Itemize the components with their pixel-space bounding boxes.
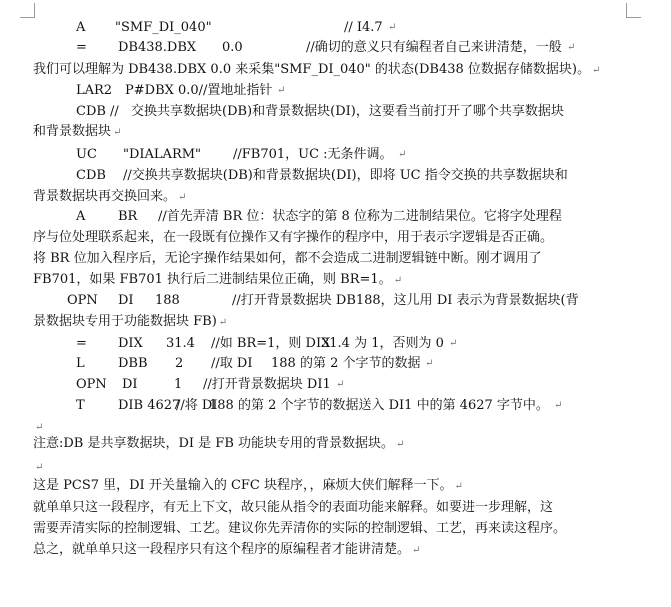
paragraph-mark: ↵ bbox=[398, 149, 407, 160]
text-segment: 0.0 bbox=[222, 40, 243, 55]
paragraph-mark: ↵ bbox=[388, 22, 397, 33]
text-line bbox=[33, 542, 420, 558]
text-segment: 188 bbox=[155, 293, 180, 308]
text-segment: A bbox=[76, 209, 86, 224]
paragraph-mark: ↵ bbox=[425, 358, 434, 369]
text-segment: //确切的意义只有编程者自己来讲清楚，一般 bbox=[306, 40, 562, 55]
text-segment: A bbox=[76, 20, 86, 35]
text-line bbox=[33, 436, 404, 452]
text-segment: 需要弄清实际的控制逻辑、工艺。建议你先弄清你的实际的控制逻辑、工艺，再来读这程序。 bbox=[33, 521, 567, 536]
text-segment: DIB 4627 bbox=[118, 398, 181, 413]
text-segment: OPN bbox=[67, 293, 98, 308]
text-segment: 序与位处理联系起来，在一段既有位操作又有字操作的程序中，用于表示字逻辑是否正确。 bbox=[33, 230, 554, 245]
paragraph-mark: ↵ bbox=[554, 400, 563, 411]
text-segment: DIX bbox=[118, 336, 143, 351]
text-line bbox=[33, 521, 566, 537]
text-line bbox=[33, 500, 553, 516]
text-segment: 我们可以理解为 DB438.DBX 0.0 来采集"SMF_DI_040" 的状态(DB438 位数据存储数据块)。 bbox=[33, 62, 590, 77]
text-segment: UC bbox=[76, 147, 97, 162]
text-segment: CDB bbox=[76, 168, 106, 183]
paragraph-mark: ↵ bbox=[218, 317, 228, 328]
text-segment: 31.4 bbox=[166, 336, 195, 351]
text-line bbox=[33, 62, 600, 78]
text-line bbox=[33, 459, 43, 475]
text-segment: 和背景数据块 bbox=[33, 124, 112, 139]
text-segment: LAR2 bbox=[76, 83, 113, 98]
text-segment: 188 的第 2 个字节的数据 bbox=[271, 356, 421, 371]
paragraph-mark: ↵ bbox=[567, 42, 576, 53]
text-segment: 注意:DB 是共享数据块，DI 是 FB 功能块专用的背景数据块。 bbox=[33, 436, 395, 451]
text-segment: 就单单只这一段程序，有无上下文，故只能从指令的表面功能来解释。如要进一步理解，这 bbox=[33, 500, 554, 515]
text-segment: 交换共享数据块(DB)和背景数据块(DI)，这要看当前打开了哪个共享数据块 bbox=[131, 104, 564, 119]
text-segment: //打开背景数据块 DB188，这儿用 DI 表示为背景数据块(背 bbox=[232, 293, 579, 308]
text-segment: BR bbox=[118, 209, 138, 224]
text-line bbox=[33, 124, 121, 140]
text-line bbox=[33, 189, 186, 205]
page-corner-mark-right bbox=[626, 3, 641, 18]
text-line bbox=[33, 314, 227, 330]
paragraph-mark: ↵ bbox=[35, 422, 44, 433]
text-line bbox=[33, 230, 553, 246]
text-segment: DI bbox=[122, 377, 138, 392]
text-segment: //FB701，UC :无条件调。 bbox=[233, 147, 393, 162]
text-segment: //首先弄清 BR 位：状态字的第 8 位称为二进制结果位。它将字处理程 bbox=[158, 209, 562, 224]
text-line bbox=[33, 272, 402, 288]
text-segment: 2 bbox=[175, 356, 184, 371]
text-segment: //交换共享数据块(DB)和背景数据块(DI)，即将 UC 指令交换的共享数据块和 bbox=[123, 168, 568, 183]
text-segment: DBB bbox=[118, 356, 148, 371]
text-segment: DI bbox=[118, 293, 134, 308]
paragraph-mark: ↵ bbox=[412, 545, 421, 556]
text-segment: = bbox=[76, 40, 87, 55]
text-segment: 188 的第 2 个字节的数据送入 DI1 中的第 4627 字节中。 bbox=[209, 398, 549, 413]
text-segment: OPN bbox=[76, 377, 107, 392]
text-segment: CDB // bbox=[76, 104, 119, 119]
text-segment: //将 DI bbox=[176, 398, 218, 413]
text-segment: 总之，就单单只这一段程序只有这个程序的原编程者才能讲清楚。 bbox=[33, 542, 411, 557]
text-segment: 将 BR 位加入程序后，无论字操作结果如何，都不会造成二进制逻辑链中断。刚才调用了 bbox=[33, 251, 542, 266]
text-segment: "SMF_DI_040" bbox=[115, 20, 212, 35]
paragraph-mark: ↵ bbox=[396, 439, 405, 450]
text-segment: FB701，如果 FB701 执行后二进制结果位正确，则 BR=1。 bbox=[33, 272, 392, 287]
text-segment: = bbox=[76, 336, 87, 351]
text-segment: L bbox=[76, 356, 85, 371]
text-segment: 31.4 为 1，否则为 0 bbox=[321, 336, 444, 351]
text-segment: P#DBX 0.0//置地址指针 bbox=[125, 83, 273, 98]
paragraph-mark: ↵ bbox=[336, 379, 345, 390]
paragraph-mark: ↵ bbox=[454, 481, 463, 492]
text-line bbox=[33, 251, 542, 267]
text-line bbox=[33, 478, 463, 494]
paragraph-mark: ↵ bbox=[113, 127, 122, 138]
paragraph-mark: ↵ bbox=[178, 192, 187, 203]
paragraph-mark: ↵ bbox=[592, 65, 601, 76]
text-segment: //打开背景数据块 DI1 bbox=[203, 377, 331, 392]
text-segment: 1 bbox=[174, 377, 183, 392]
text-segment: DB438.DBX bbox=[118, 40, 197, 55]
text-segment: T bbox=[76, 398, 85, 413]
text-segment: //取 DI bbox=[211, 356, 253, 371]
paragraph-mark: ↵ bbox=[277, 85, 286, 96]
text-segment: 景数据块专用于功能数据块 FB) bbox=[33, 314, 217, 329]
text-segment: "DIALARM" bbox=[123, 147, 202, 162]
paragraph-mark: ↵ bbox=[35, 462, 44, 473]
text-segment: //如 BR=1，则 DIX bbox=[211, 336, 331, 351]
text-segment: // I4.7 bbox=[344, 20, 383, 35]
text-segment: 背景数据块再交换回来。 bbox=[33, 189, 177, 204]
paragraph-mark: ↵ bbox=[449, 338, 458, 349]
paragraph-mark: ↵ bbox=[393, 275, 403, 286]
text-segment: 这是 PCS7 里，DI 开关量输入的 CFC 块程序，，麻烦大侠们解释一下。 bbox=[33, 478, 453, 493]
text-line bbox=[33, 419, 43, 435]
page-corner-mark-left bbox=[20, 3, 35, 18]
